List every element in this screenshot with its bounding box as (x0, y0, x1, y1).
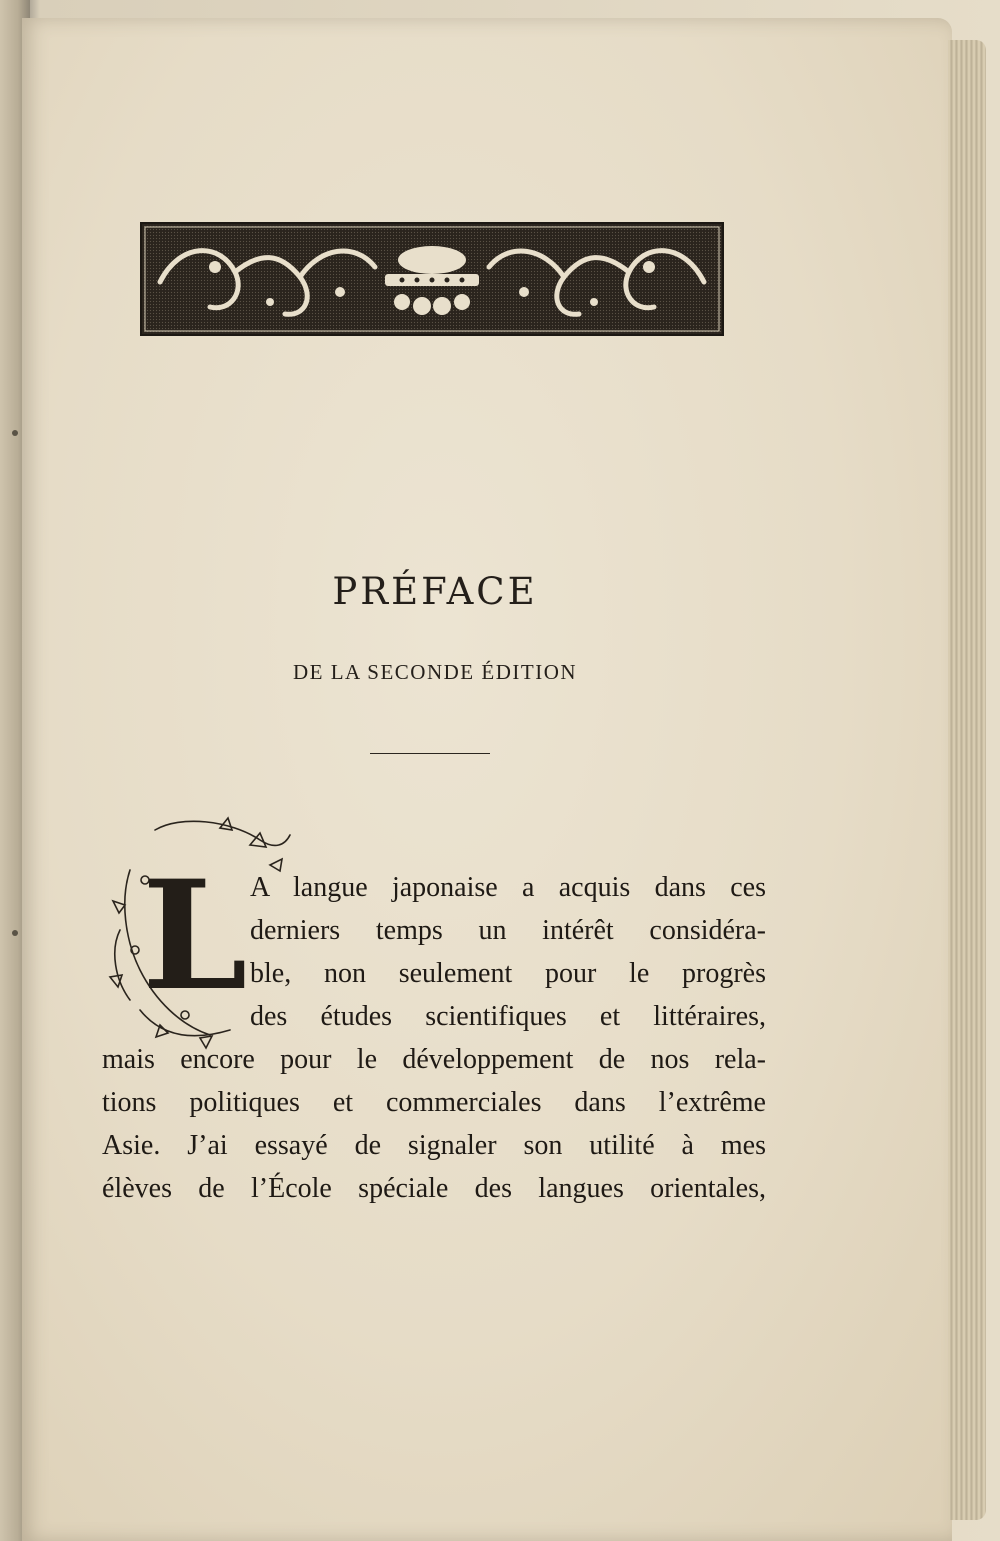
text-line (250, 958, 766, 990)
text-line (102, 1173, 766, 1205)
text-line (102, 1087, 766, 1119)
binding-hole (12, 430, 18, 436)
text-line-content: tions politiques et commerciales dans l’extrême (102, 1087, 766, 1118)
text-line (250, 915, 766, 947)
ornamental-headpiece (140, 222, 724, 336)
separator-rule (370, 753, 490, 754)
text-line (250, 1001, 766, 1033)
text-line-content: élèves de l’École spéciale des langues orientales, (102, 1173, 766, 1204)
text-line-content: derniers temps un intérêt considéra- (250, 915, 766, 946)
dropcap-letter: L (142, 848, 248, 1024)
text-line (250, 872, 766, 904)
text-line-content: A langue japonaise a acquis dans ces (250, 872, 766, 903)
text-line-content: des études scientifiques et littéraires, (250, 1001, 766, 1032)
page-title: PRÉFACE (332, 570, 538, 613)
binding-hole (12, 930, 18, 936)
text-line (102, 1044, 766, 1076)
text-line (102, 1130, 766, 1162)
page-subtitle: DE LA SECONDE ÉDITION (292, 660, 578, 684)
page-stack-edge (948, 40, 986, 1520)
text-line-content: ble, non seulement pour le progrès (250, 958, 766, 989)
text-line-content: Asie. J’ai essayé de signaler son utilité à mes (102, 1130, 766, 1161)
text-line-content: mais encore pour le développement de nos rela- (102, 1044, 766, 1075)
